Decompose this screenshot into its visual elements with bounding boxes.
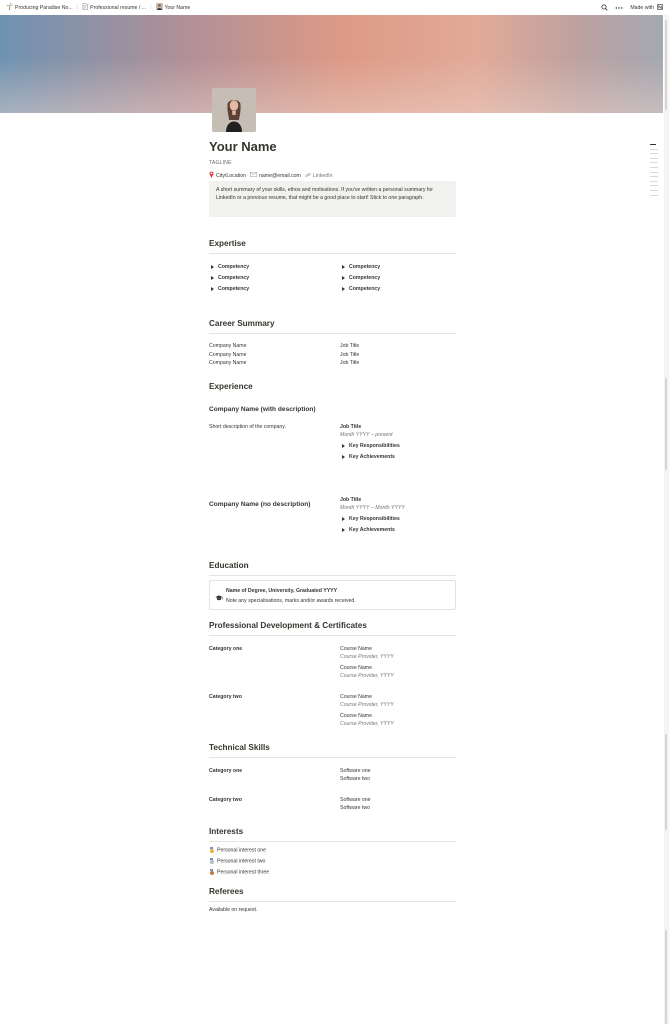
scrollbar-thumb[interactable] — [665, 20, 667, 110]
key-achievements-toggle[interactable]: Key Achievements — [342, 527, 395, 533]
expertise-heading: Expertise — [209, 239, 246, 248]
toggle-triangle-icon — [211, 276, 214, 280]
job-dates: Month YYYY – present — [340, 432, 393, 438]
interests-heading: Interests — [209, 827, 244, 836]
contact-info — [209, 171, 333, 180]
silver-medal-icon — [209, 858, 214, 864]
toggle-triangle-icon — [211, 265, 214, 269]
search-icon[interactable] — [601, 4, 608, 11]
technical-skills-heading: Technical Skills — [209, 743, 270, 752]
software-item: Software two — [340, 776, 370, 782]
breadcrumb — [0, 3, 190, 12]
prof-dev-heading: Professional Development & Certificates — [209, 621, 367, 630]
company-description: Short description of the company. — [209, 424, 286, 430]
made-with-notion-button[interactable]: Made with — [630, 4, 663, 12]
competency-toggle[interactable]: Competency — [342, 264, 380, 270]
company-heading: Company Name (with description) — [209, 406, 316, 413]
interest-item: Personal interest two — [209, 858, 265, 864]
link-icon — [305, 172, 311, 180]
experience-heading: Experience — [209, 382, 253, 391]
location: City/Location — [209, 171, 246, 180]
toggle-triangle-icon — [342, 444, 345, 448]
divider — [209, 757, 456, 758]
divider — [209, 575, 456, 576]
company-name: Company Name — [209, 352, 247, 358]
tagline: TAGLINE — [209, 160, 232, 166]
competency-toggle[interactable]: Competency — [211, 286, 249, 292]
toggle-triangle-icon — [342, 528, 345, 532]
breadcrumb-separator: / — [150, 4, 152, 11]
course-name: Course Name — [340, 713, 373, 719]
job-title: Job Title — [340, 343, 360, 349]
toggle-triangle-icon — [342, 276, 345, 280]
email[interactable]: name@email.com — [250, 172, 301, 179]
page-title: Your Name — [209, 139, 277, 154]
cover-image — [0, 15, 663, 113]
profile-photo — [212, 88, 256, 132]
summary-callout: A short summary of your skills, ethos and motivations. If you've written a personal summary for LinkedIn or a previous resume, that might be a good place to start! Stick to one paragraph. — [209, 181, 456, 217]
divider — [209, 635, 456, 636]
category-label: Category one — [209, 768, 243, 774]
interest-item: Personal interest one — [209, 847, 266, 853]
divider — [209, 333, 456, 334]
degree-note: Note any specialisations, marks and/or awards received. — [226, 598, 356, 604]
competency-toggle[interactable]: Competency — [211, 275, 249, 281]
degree-name: Name of Degree, University, Graduated YYYY — [226, 588, 338, 594]
interest-item: Personal interest three — [209, 869, 269, 875]
job-title: Job Title — [340, 424, 362, 430]
course-name: Course Name — [340, 694, 373, 700]
toggle-triangle-icon — [342, 517, 345, 521]
scrollbar-thumb-marker — [665, 930, 667, 1024]
avatar-icon — [156, 3, 163, 12]
category-label: Category one — [209, 646, 243, 652]
career-summary-heading: Career Summary — [209, 319, 275, 328]
divider — [209, 841, 456, 842]
divider — [209, 253, 456, 254]
referees-heading: Referees — [209, 887, 244, 896]
toggle-triangle-icon — [342, 265, 345, 269]
toggle-triangle-icon — [211, 287, 214, 291]
graduation-cap-icon — [215, 588, 223, 606]
toggle-triangle-icon — [342, 455, 345, 459]
breadcrumb-separator: / — [76, 4, 79, 11]
key-responsibilities-toggle[interactable]: Key Responsibilities — [342, 516, 400, 522]
key-responsibilities-toggle[interactable]: Key Responsibilities — [342, 443, 400, 449]
breadcrumb-item-current[interactable]: Your Name — [156, 3, 191, 12]
key-achievements-toggle[interactable]: Key Achievements — [342, 454, 395, 460]
competency-toggle[interactable]: Competency — [342, 275, 380, 281]
table-of-contents-minimap[interactable] — [650, 144, 658, 199]
competency-toggle[interactable]: Competency — [211, 264, 249, 270]
bronze-medal-icon — [209, 869, 214, 875]
software-item: Software two — [340, 805, 370, 811]
software-item: Software one — [340, 797, 371, 803]
education-heading: Education — [209, 561, 249, 570]
job-dates: Month YYYY – Month YYYY — [340, 505, 405, 511]
category-label: Category two — [209, 797, 242, 803]
company-heading: Company Name (no description) — [209, 501, 311, 508]
scrollbar-thumb-marker — [665, 378, 667, 470]
breadcrumb-item-template[interactable]: Professional resume / ... — [82, 3, 146, 12]
company-name: Company Name — [209, 360, 247, 366]
breadcrumb-item-workspace[interactable]: Producing Paradise No... — [6, 3, 73, 12]
software-item: Software one — [340, 768, 371, 774]
course-provider: Course Provider, YYYY — [340, 721, 394, 727]
job-title: Job Title — [340, 497, 362, 503]
top-bar — [0, 0, 669, 15]
job-title: Job Title — [340, 360, 360, 366]
course-name: Course Name — [340, 665, 373, 671]
course-provider: Course Provider, YYYY — [340, 654, 394, 660]
education-callout — [209, 580, 456, 610]
competency-toggle[interactable]: Competency — [342, 286, 380, 292]
gold-medal-icon — [209, 847, 214, 853]
map-pin-icon — [209, 171, 214, 180]
more-options-icon[interactable] — [615, 6, 623, 10]
notion-logo-icon — [657, 4, 663, 12]
divider — [209, 901, 456, 902]
envelope-icon — [250, 172, 257, 179]
company-name: Company Name — [209, 343, 247, 349]
job-title: Job Title — [340, 352, 360, 358]
course-provider: Course Provider, YYYY — [340, 702, 394, 708]
toggle-triangle-icon — [342, 287, 345, 291]
referees-text: Available on request. — [209, 907, 258, 913]
palm-tree-icon — [6, 3, 13, 12]
category-label: Category two — [209, 694, 242, 700]
top-bar-actions — [601, 0, 663, 15]
linkedin-link[interactable]: LinkedIn — [305, 172, 333, 180]
scrollbar-track[interactable] — [664, 15, 669, 1024]
course-name: Course Name — [340, 646, 373, 652]
page-icon — [82, 3, 88, 12]
course-provider: Course Provider, YYYY — [340, 673, 394, 679]
scrollbar-thumb-marker — [665, 734, 667, 830]
